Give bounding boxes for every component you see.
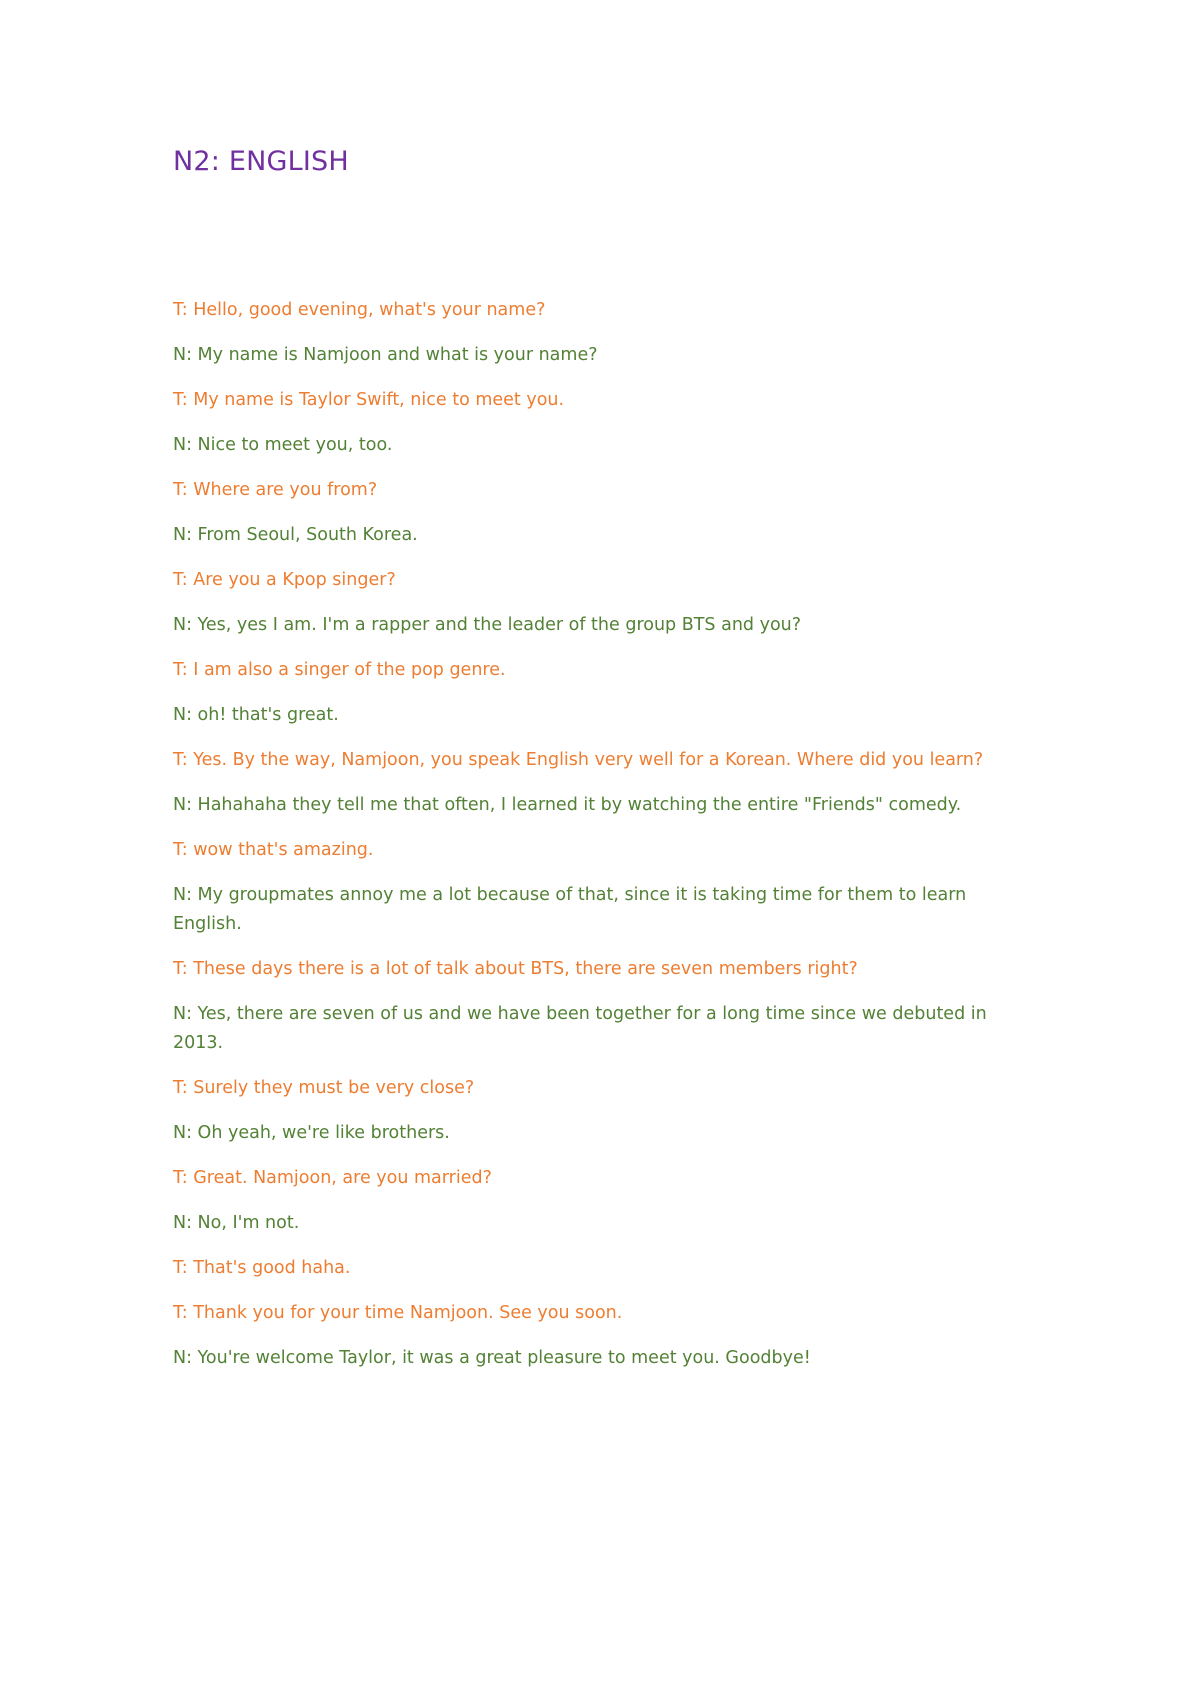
dialogue-line: N: You're welcome Taylor, it was a great pleasure to meet you. Goodbye! [173,1348,811,1368]
dialogue-line: T: Surely they must be very close? [173,1078,475,1098]
dialogue-line: N: No, I'm not. [173,1213,300,1233]
dialogue-list [173,296,1033,1389]
dialogue-line: T: Thank you for your time Namjoon. See you soon. [173,1303,623,1323]
dialogue-line: N: oh! that's great. [173,705,339,725]
dialogue-line: N: Nice to meet you, too. [173,435,393,455]
dialogue-line: N: My name is Namjoon and what is your name? [173,345,598,365]
dialogue-line: T: Where are you from? [173,480,378,500]
dialogue-line: T: That's good haha. [173,1258,351,1278]
dialogue-line: N: Hahahaha they tell me that often, I learned it by watching the entire "Friends" comedy. [173,795,962,815]
dialogue-line: T: Hello, good evening, what's your name? [173,300,546,320]
dialogue-line: N: Yes, there are seven of us and we have been together for a long time since we debuted in 2013. [173,1004,987,1053]
dialogue-line: T: Great. Namjoon, are you married? [173,1168,492,1188]
dialogue-line: T: These days there is a lot of talk about BTS, there are seven members right? [173,959,858,979]
dialogue-line: N: Yes, yes I am. I'm a rapper and the leader of the group BTS and you? [173,615,802,635]
document-title: N2: ENGLISH [173,146,349,177]
dialogue-line: T: Are you a Kpop singer? [173,570,396,590]
dialogue-line: N: My groupmates annoy me a lot because of that, since it is taking time for them to learn English. [173,885,967,934]
dialogue-line: T: My name is Taylor Swift, nice to meet you. [173,390,565,410]
dialogue-line: T: wow that's amazing. [173,840,374,860]
dialogue-line: N: Oh yeah, we're like brothers. [173,1123,450,1143]
dialogue-line: T: Yes. By the way, Namjoon, you speak English very well for a Korean. Where did you learn? [173,750,984,770]
dialogue-line: N: From Seoul, South Korea. [173,525,418,545]
dialogue-line: T: I am also a singer of the pop genre. [173,660,506,680]
